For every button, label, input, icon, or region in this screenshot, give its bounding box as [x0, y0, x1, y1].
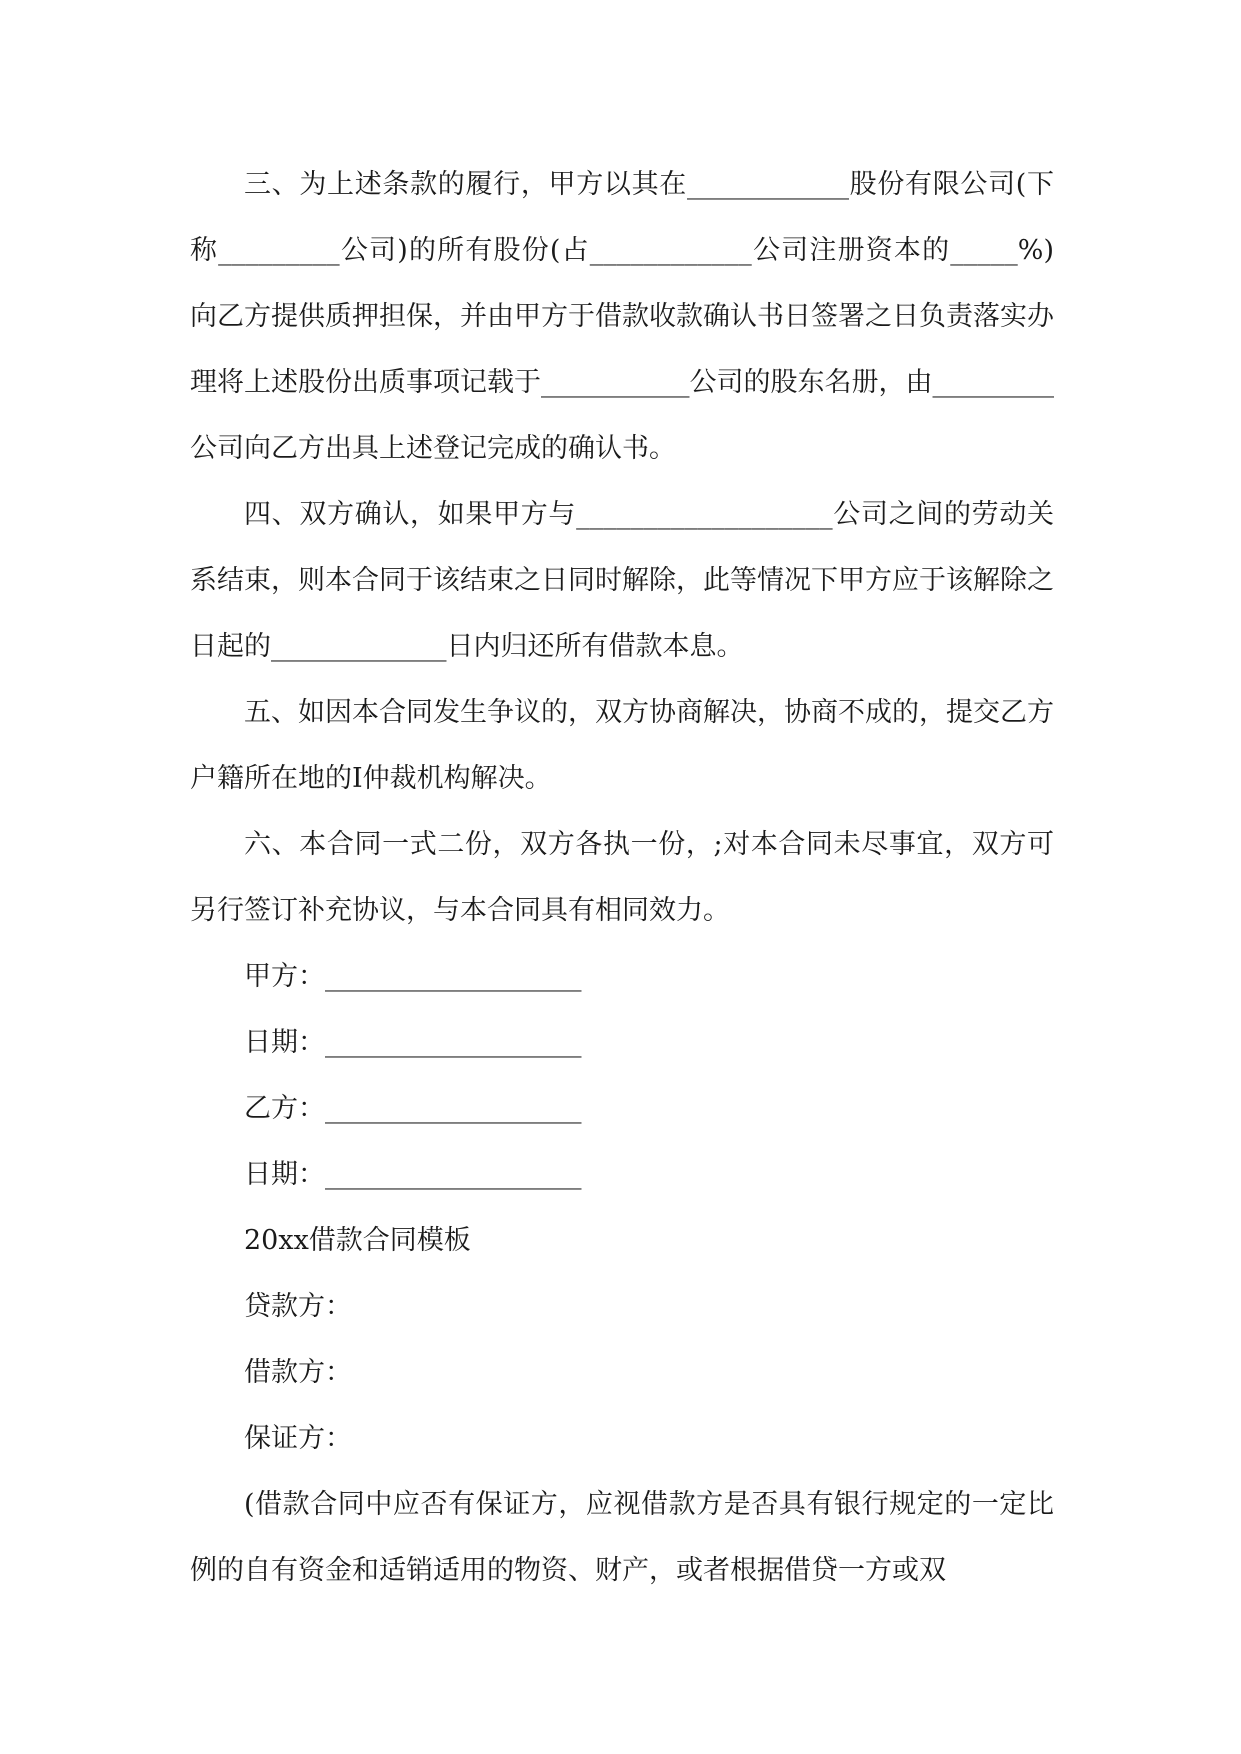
clause-4-paragraph: 四、双方确认，如果甲方与___________________公司之间的劳动关系结束，则本合同于该结束之日同时解除，此等情况下甲方应于该解除之日起的_____________日内归还所有借款本息。 — [190, 499, 1054, 662]
party-a-signature-line: 甲方：___________________ — [244, 961, 582, 992]
document-body — [190, 152, 1054, 1604]
guarantor-note-paragraph: (借款合同中应否有保证方，应视借款方是否具有银行规定的一定比例的自有资金和适销适用的物资、财产，或者根据借贷一方或双 — [190, 1489, 1054, 1586]
template-title: 20xx借款合同模板 — [244, 1225, 471, 1256]
clause-5-paragraph: 五、如因本合同发生争议的，双方协商解决，协商不成的，提交乙方户籍所在地的I仲裁机构解决。 — [190, 697, 1054, 794]
guarantor-line: 保证方： — [244, 1423, 352, 1454]
party-b-signature-line: 乙方：___________________ — [244, 1093, 582, 1124]
clause-3-paragraph: 三、为上述条款的履行，甲方以其在____________股份有限公司(下称_________公司)的所有股份(占____________公司注册资本的_____%)向乙方提供质押担保，并由甲方于借款收款确认书日签署之日负责落实办理将上述股份出质事项记载于___________公司的股东名册，由_________公司向乙方出具上述登记完成的确认书。 — [190, 169, 1054, 464]
clause-6-paragraph: 六、本合同一式二份，双方各执一份，;对本合同未尽事宜，双方可另行签订补充协议，与本合同具有相同效力。 — [190, 829, 1054, 926]
party-a-date-line: 日期：___________________ — [244, 1027, 582, 1058]
lender-line: 贷款方： — [244, 1291, 352, 1322]
party-b-date-line: 日期：___________________ — [244, 1159, 582, 1190]
borrower-line: 借款方： — [244, 1357, 352, 1388]
